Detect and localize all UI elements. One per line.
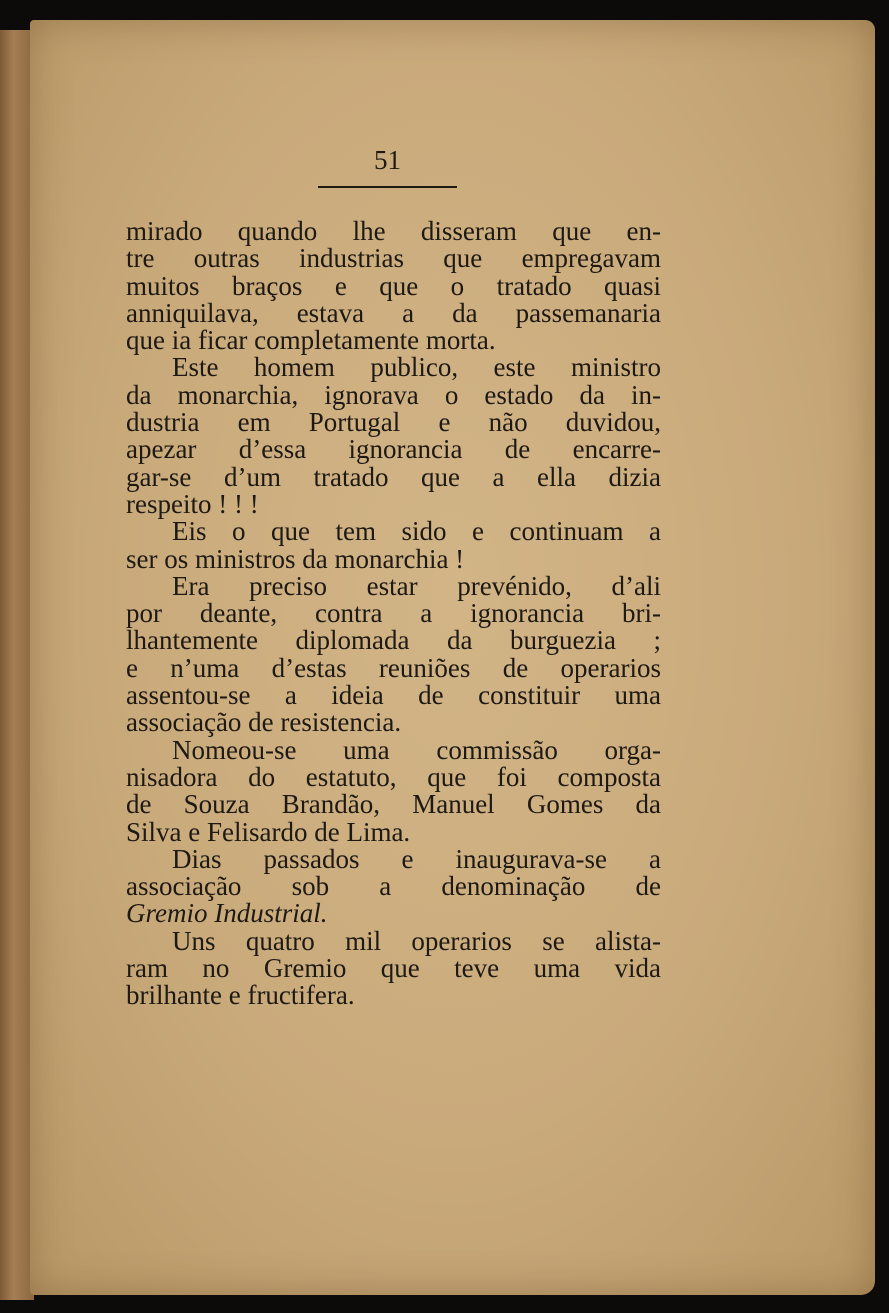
text-line: muitos braços e que o tratado quasi [126, 270, 661, 301]
page-body-text [126, 218, 661, 1010]
header-rule [318, 186, 457, 188]
text-line: respeito ! ! ! [126, 488, 259, 519]
text-line: associação sob a denominação de [126, 871, 661, 902]
text-line: Nomeou-se uma commissão orga- [172, 734, 661, 765]
text-line: apezar d’essa ignorancia de encarre- [126, 434, 661, 465]
text-line: Eis o que tem sido e continuam a [172, 516, 661, 547]
text-line: ram no Gremio que teve uma vida [126, 953, 661, 984]
text-line: dustria em Portugal e não duvidou, [126, 407, 661, 438]
text-line: anniquilava, estava a da passemanaria [126, 297, 661, 328]
page-number: 51 [374, 145, 401, 175]
text-line: ser os ministros da monarchia ! [126, 543, 465, 574]
text-line: de Souza Brandão, Manuel Gomes da [126, 789, 661, 820]
text-line: lhantemente diplomada da burguezia ; [126, 625, 661, 656]
book-spine [0, 30, 34, 1300]
text-line: Silva e Felisardo de Lima. [126, 816, 411, 847]
text-line: brilhante e fructifera. [126, 980, 355, 1011]
text-line: Era preciso estar prevénido, d’ali [172, 570, 661, 601]
text-line: mirado quando lhe disseram que en- [126, 216, 661, 246]
text-line: tre outras industrias que empregavam [126, 243, 661, 274]
text-line: e n’uma d’estas reuniões de operarios [126, 652, 661, 683]
text-line: que ia ficar completamente morta. [126, 325, 496, 356]
text-line: gar-se d’um tratado que a ella dizia [126, 461, 661, 492]
text-line: Este homem publico, este ministro [172, 352, 661, 383]
text-line: Uns quatro mil operarios se alista- [172, 925, 661, 956]
text-line: da monarchia, ignorava o estado da in- [126, 379, 661, 410]
text-line: por deante, contra a ignorancia bri- [126, 598, 661, 629]
text-line: Gremio Industrial. [126, 898, 328, 929]
text-line: nisadora do estatuto, que foi composta [126, 761, 661, 792]
text-line: Dias passados e inaugurava-se a [172, 843, 661, 874]
text-line: associação de resistencia. [126, 707, 402, 738]
text-line: assentou-se a ideia de constituir uma [126, 680, 661, 711]
